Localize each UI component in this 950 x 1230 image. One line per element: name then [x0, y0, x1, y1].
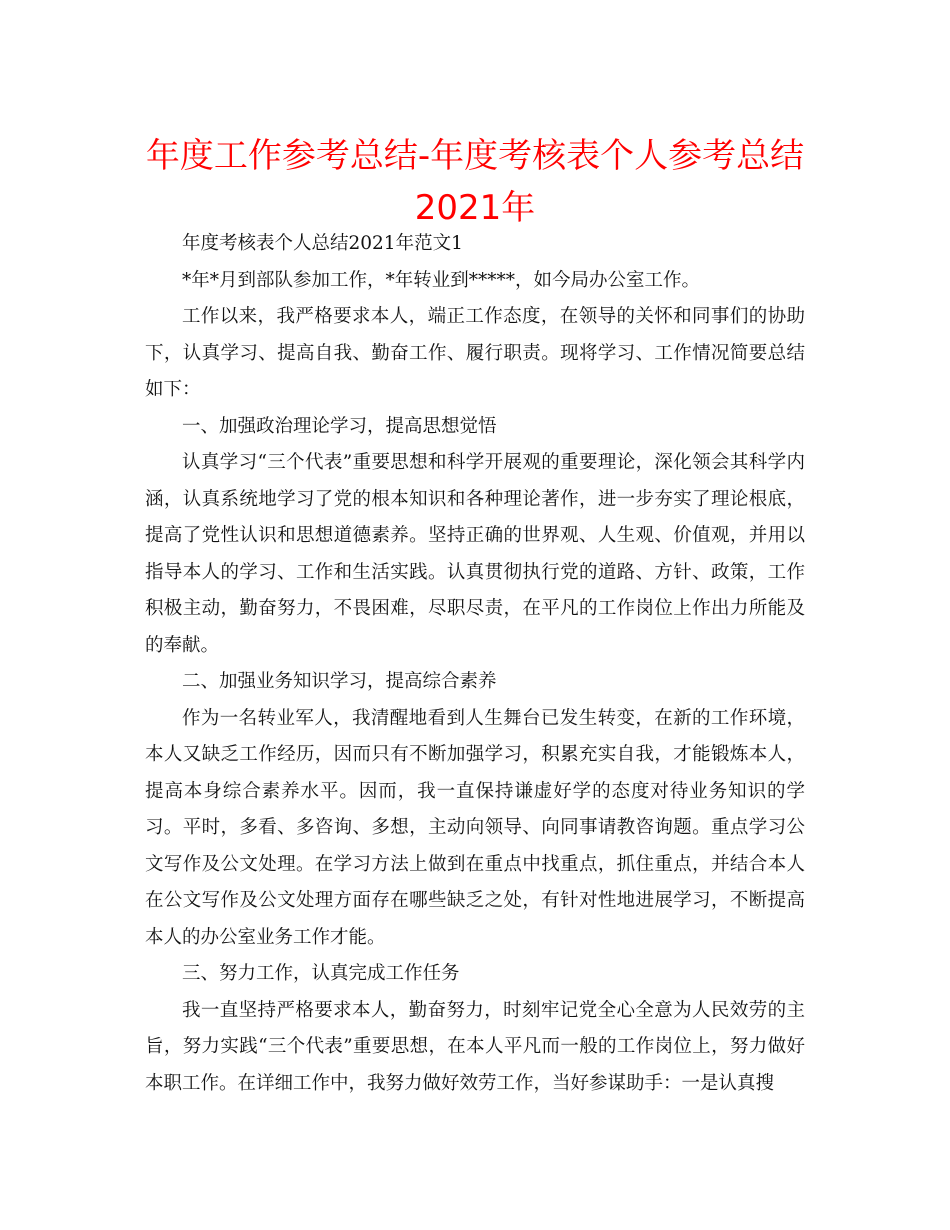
- document-title-line-2: 2021年: [414, 188, 536, 228]
- document-title-line-1: 年度工作参考总结-年度考核表个人参考总结: [145, 136, 805, 176]
- paragraph-overview: 工作以来，我严格要求本人，端正工作态度，在领导的关怀和同事们的协助下，认真学习、提高自我、勤奋工作、履行职责。现将学习、工作情况简要总结如下：: [145, 306, 805, 400]
- document-body: [145, 226, 805, 1102]
- section-heading-2: 二、加强业务知识学习，提高综合素养: [182, 671, 497, 692]
- paragraph-section-3: 我一直坚持严格要求本人，勤奋努力，时刻牢记党全心全意为人民效劳的主旨，努力实践“三个代表”重要思想，在本人平凡而一般的工作岗位上，努力做好本职工作。在详细工作中，我努力做好效劳工作，当好参谋助手：一是认真搜: [145, 999, 805, 1094]
- paragraph-section-1: 认真学习“三个代表”重要思想和科学开展观的重要理论，深化领会其科学内涵，认真系统地学习了党的根本知识和各种理论著作，进一步夯实了理论根底，提高了党性认识和思想道德素养。坚持正确的世界观、人生观、价值观，并用以指导本人的学习、工作和生活实践。认真贯彻执行党的道路、方针、政策，工作积极主动，勤奋努力，不畏困难，尽职尽责，在平凡的工作岗位上作出力所能及的奉献。: [145, 452, 805, 656]
- section-heading-1: 一、加强政治理论学习，提高思想觉悟: [182, 415, 497, 437]
- section-heading-3: 三、努力工作，认真完成工作任务: [182, 963, 460, 984]
- paragraph-section-2: 作为一名转业军人，我清醒地看到人生舞台已发生转变，在新的工作环境，本人又缺乏工作经历，因而只有不断加强学习，积累充实自我，才能锻炼本人，提高本身综合素养水平。因而，我一直保持谦虚好学的态度对待业务知识的学习。平时，多看、多咨询、多想，主动向领导、向同事请教咨询题。重点学习公文写作及公文处理。在学习方法上做到在重点中找重点，抓住重点，并结合本人在公文写作及公文处理方面存在哪些缺乏之处，有针对性地进展学习，不断提高本人的办公室业务工作才能。: [145, 707, 805, 948]
- paragraph-sample-heading: 年度考核表个人总结2021年范文1: [182, 233, 463, 254]
- paragraph-intro: *年*月到部队参加工作，*年转业到*****，如今局办公室工作。: [182, 269, 701, 291]
